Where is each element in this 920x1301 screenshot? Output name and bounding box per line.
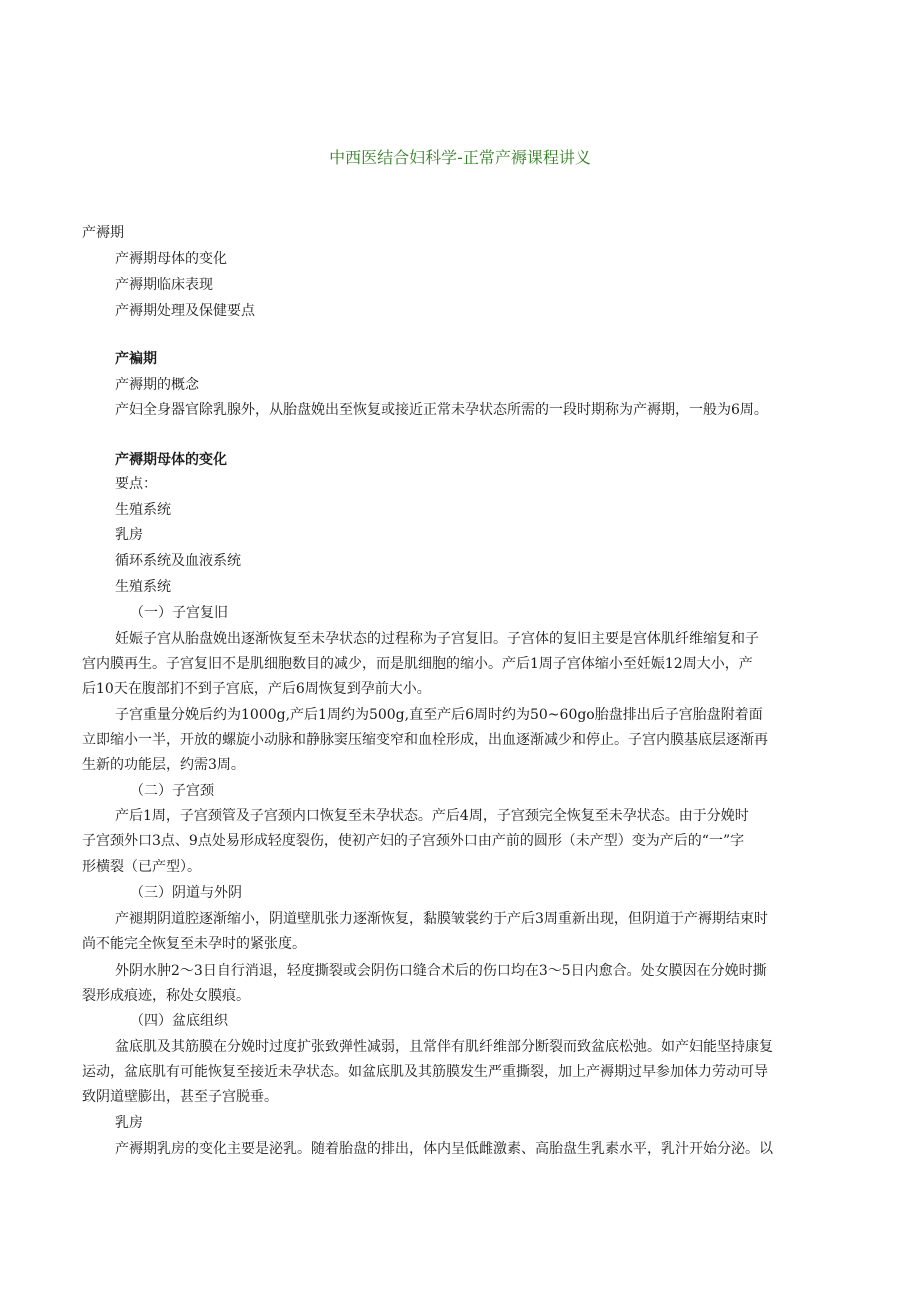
paragraph-line: 尚不能完全恢复至未孕时的紧张度。 xyxy=(82,936,306,952)
paragraph-line: 产后1周，子宫颈管及子宫颈内口恢复至未孕状态。产后4周，子宫颈完全恢复至未孕状态。由于分娩时 xyxy=(115,808,749,824)
subsection-heading: （三）阴道与外阴 xyxy=(130,885,242,901)
paragraph-line: 产褪期阴道腔逐渐缩小，阴道壁肌张力逐渐恢复，黏膜皱裳约于产后3周重新出现，但阴道于产褥期结束时 xyxy=(115,911,768,927)
paragraph-line: 宫内膜再生。子宫复旧不是肌细胞数目的减少，而是肌细胞的缩小。产后1周子宫体缩小至妊娠12周大小，产 xyxy=(82,656,753,672)
key-point-item: 生殖系统 xyxy=(115,502,171,518)
paragraph-line: 妊娠子宫从胎盘娩出逐渐恢复至未孕状态的过程称为子宫复旧。子宫体的复旧主要是宫体肌纤维缩复和子 xyxy=(115,631,759,647)
paragraph-line: 立即缩小一半，开放的螺旋小动脉和静脉窦压缩变窄和血栓形成，出血逐渐减少和停止。子宫内膜基底层逐渐再 xyxy=(82,732,768,748)
definition-text: 产妇全身器官除乳腺外，从胎盘娩出至恢复或接近正常未孕状态所需的一段时期称为产褥期，一般为6周。 xyxy=(115,402,768,418)
paragraph-line: 生新的功能层，约需3周。 xyxy=(82,757,245,773)
toc-item: 产褥期母体的变化 xyxy=(115,251,227,267)
section-heading: 产褥期母体的变化 xyxy=(115,452,227,468)
paragraph-line: 后10天在腹部扪不到子宫底，产后6周恢复到孕前大小。 xyxy=(82,681,431,697)
toc-heading: 产褥期 xyxy=(82,225,124,241)
subsection-heading: （二）子宫颈 xyxy=(130,783,214,799)
key-points-label: 要点： xyxy=(115,476,157,492)
key-point-item: 循环系统及血液系统 xyxy=(115,553,241,569)
paragraph-line: 运动，盆底肌有可能恢复至接近未孕状态。如盆底肌及其筋膜发生严重撕裂，加上产褥期过早参加体力劳动可导 xyxy=(82,1064,768,1080)
paragraph-line: 外阴水肿2～3日自行消退，轻度撕裂或会阴伤口缝合术后的伤口均在3～5日内愈合。处女膜因在分娩时撕 xyxy=(115,963,767,979)
document-title: 中西医结合妇科学-正常产褥课程讲义 xyxy=(329,148,591,167)
toc-item: 产褥期临床表现 xyxy=(115,277,213,293)
paragraph-line: 裂形成痕迹，称处女膜痕。 xyxy=(82,988,250,1004)
paragraph-line: 致阴道壁膨出，甚至子宫脱垂。 xyxy=(82,1089,278,1105)
section-heading: 产褊期 xyxy=(115,351,157,367)
paragraph-line: 盆底肌及其筋膜在分娩时过度扩张致弹性减弱，且常伴有肌纤维部分断裂而致盆底松弛。如产妇能坚持康复 xyxy=(115,1039,773,1055)
subsection-heading: （四）盆底组织 xyxy=(130,1013,228,1029)
toc-item: 产褥期处理及保健要点 xyxy=(115,303,255,319)
paragraph-line: 子宫重量分娩后约为1000g,产后1周约为500g,直至产后6周时约为50~60go胎盘排出后子宫胎盘附着面 xyxy=(115,707,763,723)
key-point-item: 乳房 xyxy=(115,527,143,543)
subsection-heading: 生殖系统 xyxy=(115,579,171,595)
subsection-heading: （一）子宫复旧 xyxy=(130,605,228,621)
paragraph-line: 产褥期乳房的变化主要是泌乳。随着胎盘的排出，体内呈低雌激素、高胎盘生乳素水平，乳汁开始分泌。以 xyxy=(115,1141,773,1157)
paragraph-line: 子宫颈外口3点、9点处易形成轻度裂伤，使初产妇的子宫颈外口由产前的圆形（未产型）变为产后的“一”字 xyxy=(82,833,745,849)
section-subheading: 产褥期的概念 xyxy=(115,377,199,393)
subsection-heading: 乳房 xyxy=(115,1115,143,1131)
paragraph-line: 形横裂（已产型）。 xyxy=(82,859,201,875)
